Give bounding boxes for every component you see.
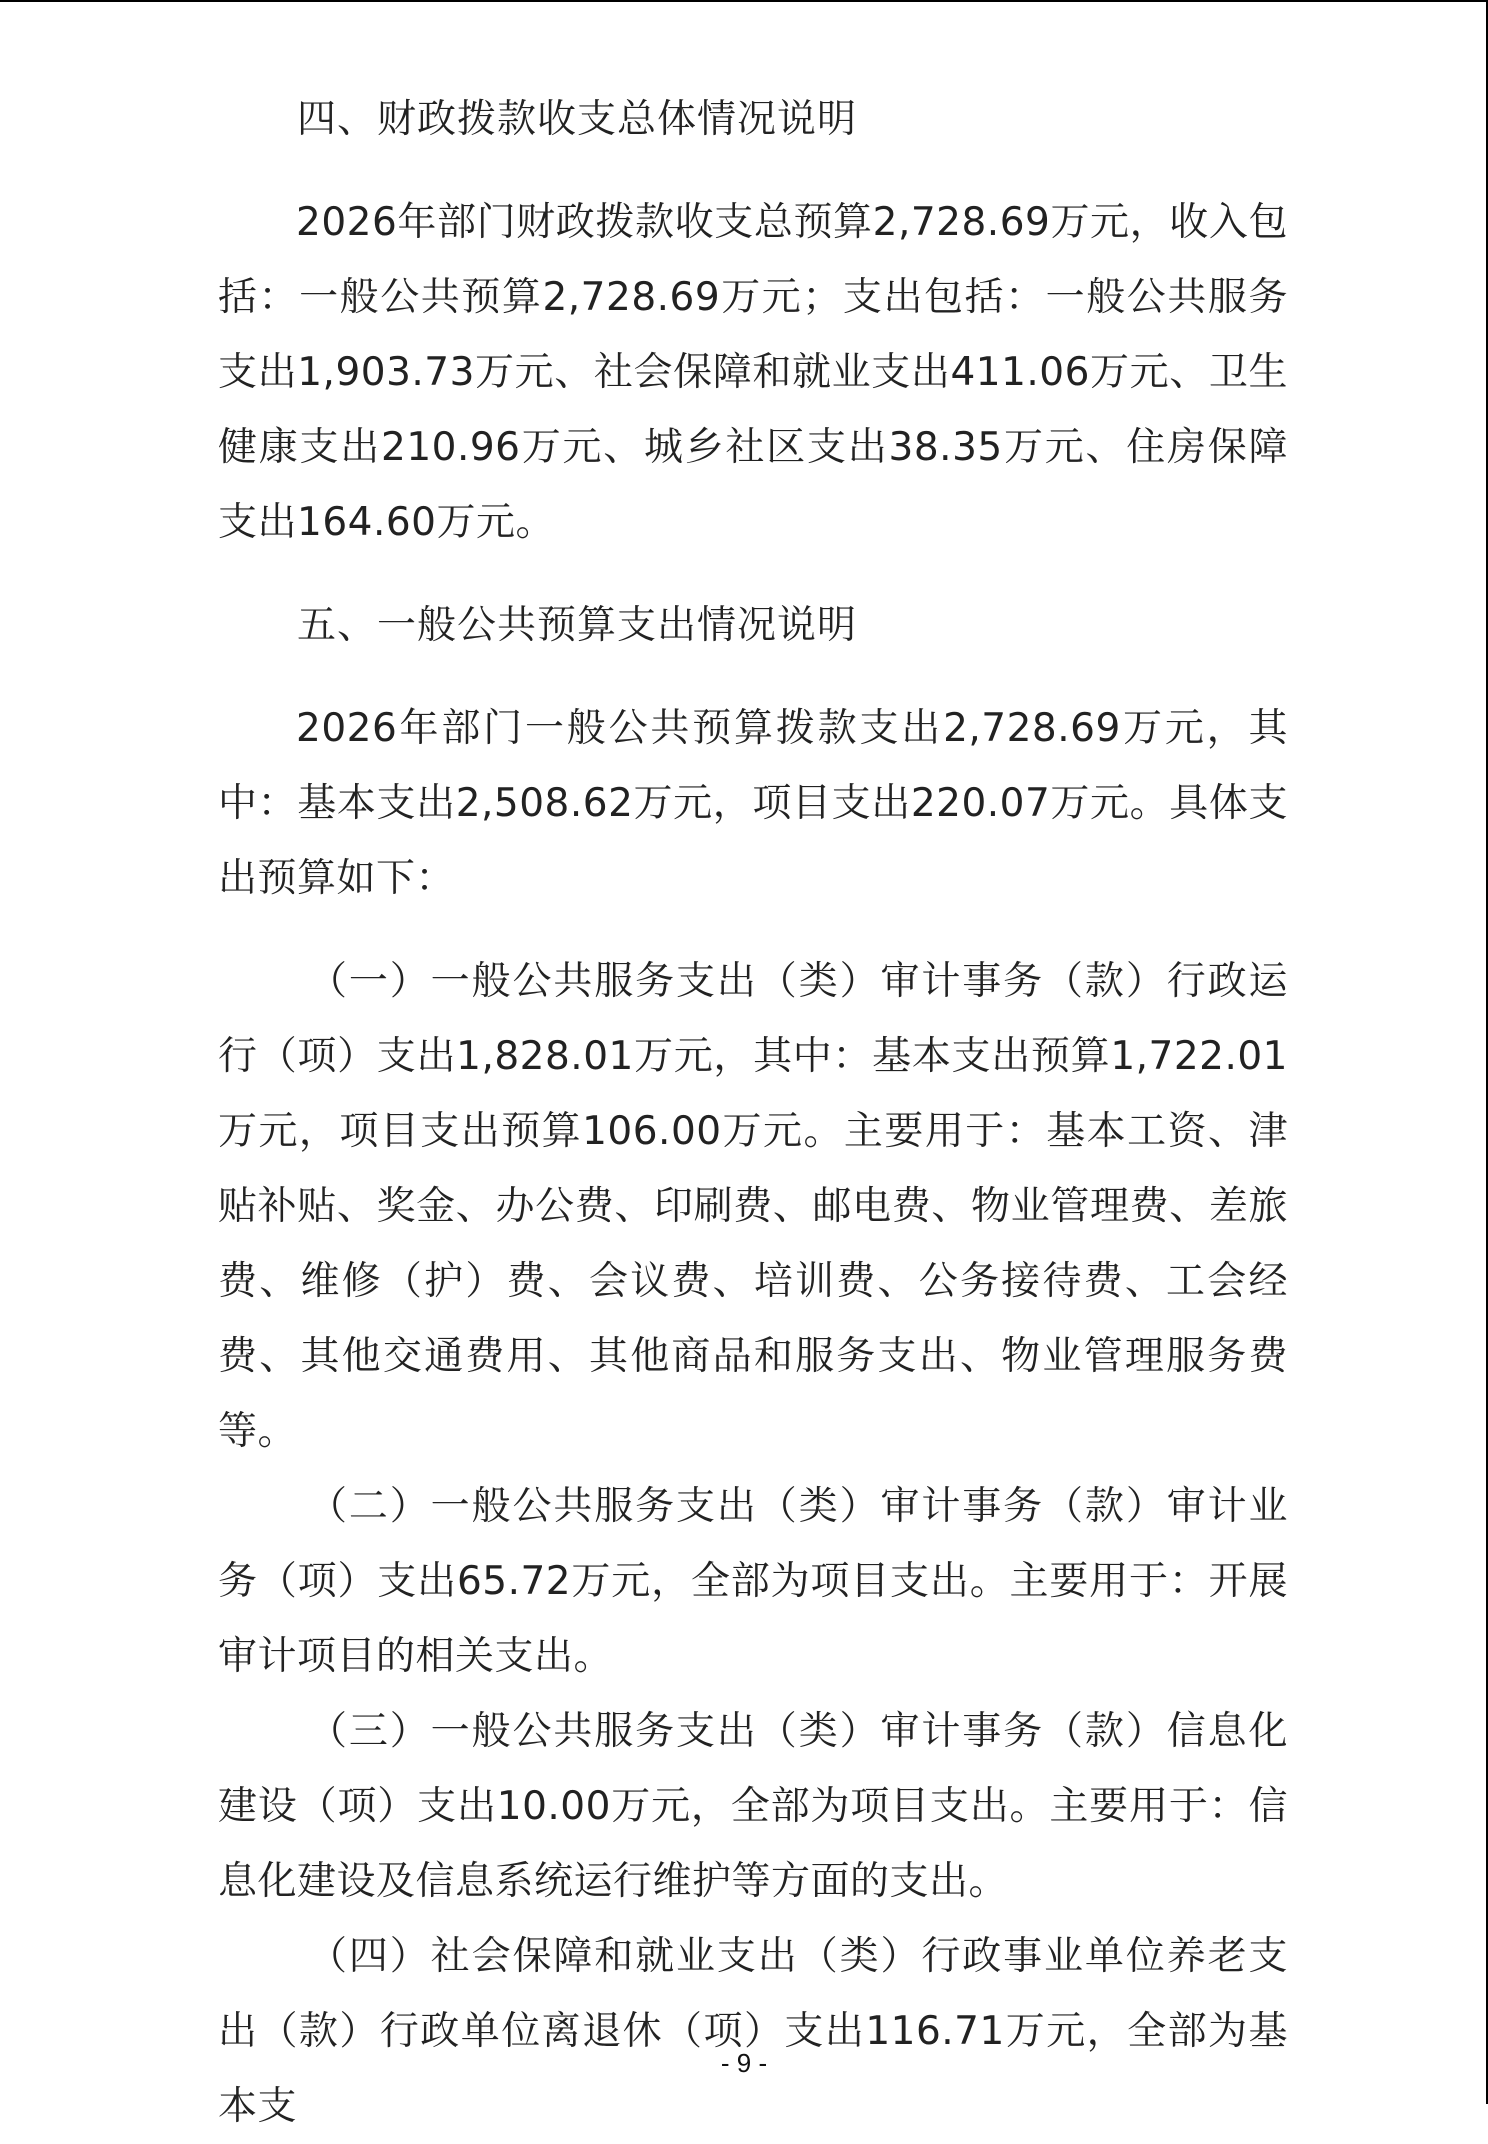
document-body xyxy=(218,82,1288,2144)
expenditure-item-4: （四）社会保障和就业支出（类）行政事业单位养老支出（款）行政单位离退休（项）支出116.71万元，全部为基本支 xyxy=(218,1934,1288,2129)
expenditure-item-1: （一）一般公共服务支出（类）审计事务（款）行政运行（项）支出1,828.01万元，其中：基本支出预算1,722.01万元，项目支出预算106.00万元。主要用于：基本工资、津贴补贴、奖金、办公费、印刷费、邮电费、物业管理费、差旅费、维修（护）费、会议费、培训费、公务接待费、工会经费、其他交通费用、其他商品和服务支出、物业管理服务费等。 xyxy=(218,959,1288,1454)
section-heading-5: 五、一般公共预算支出情况说明 xyxy=(297,603,858,648)
expenditure-item-3: （三）一般公共服务支出（类）审计事务（款）信息化建设（项）支出10.00万元，全部为项目支出。主要用于：信息化建设及信息系统运行维护等方面的支出。 xyxy=(218,1709,1288,1904)
page-number: - 9 - xyxy=(720,2048,768,2078)
section-5-intro-paragraph: 2026年部门一般公共预算拨款支出2,728.69万元，其中：基本支出2,508.62万元，项目支出220.07万元。具体支出预算如下： xyxy=(218,706,1288,901)
expenditure-item-2: （二）一般公共服务支出（类）审计事务（款）审计业务（项）支出65.72万元，全部为项目支出。主要用于：开展审计项目的相关支出。 xyxy=(218,1484,1288,1679)
section-4-paragraph: 2026年部门财政拨款收支总预算2,728.69万元，收入包括：一般公共预算2,728.69万元；支出包括：一般公共服务支出1,903.73万元、社会保障和就业支出411.06万元、卫生健康支出210.96万元、城乡社区支出38.35万元、住房保障支出164.60万元。 xyxy=(218,200,1288,545)
section-heading-4: 四、财政拨款收支总体情况说明 xyxy=(297,97,858,142)
